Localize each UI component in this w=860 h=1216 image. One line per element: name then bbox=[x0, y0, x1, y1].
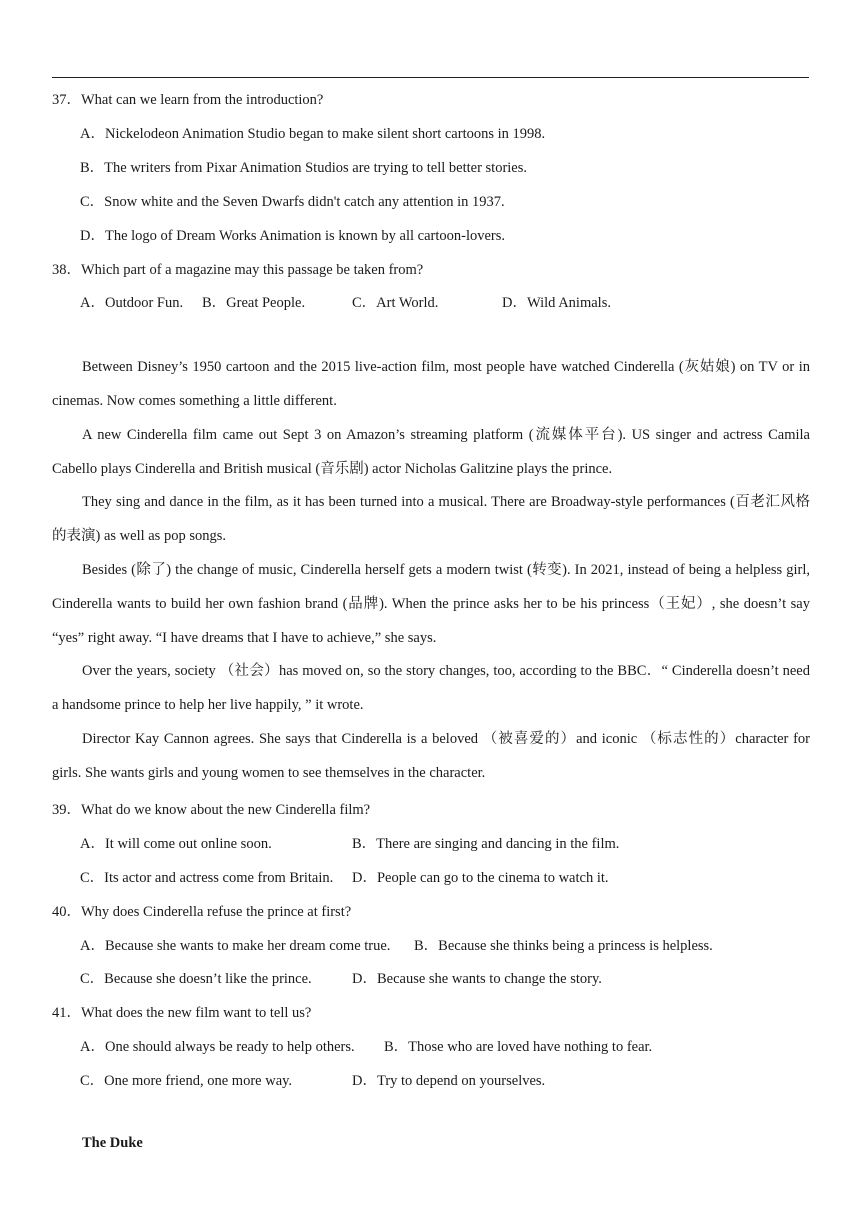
q39-option-c: C．Its actor and actress come from Britain. bbox=[80, 870, 334, 886]
q38-option-b: B．Great People. bbox=[202, 295, 306, 311]
question-39: 39．What do we know about the new Cinderella film? bbox=[52, 802, 371, 818]
passage-paragraph: Besides (除了) the change of music, Cinderella herself gets a modern twist (转变). In 2021, instead of being a helpless girl, Cinderella wants to build her own fashion brand (品牌). When the prince asks her to be his princess（王妃）, she doesn’t say “yes” right away. “I have dreams that I have to achieve,” she says. bbox=[52, 562, 810, 646]
q41-option-d: D．Try to depend on yourselves. bbox=[352, 1073, 546, 1089]
passage-paragraph: Between Disney’s 1950 cartoon and the 2015 live-action film, most people have watched Cinderella (灰姑娘) on TV or in cinemas. Now comes something a little different. bbox=[52, 359, 810, 409]
q37-option-c: C．Snow white and the Seven Dwarfs didn't catch any attention in 1937. bbox=[80, 194, 505, 210]
q38-option-c: C．Art World. bbox=[352, 295, 439, 311]
passage-paragraph: A new Cinderella film came out Sept 3 on Amazon’s streaming platform (流媒体平台). US singer and actress Camila Cabello plays Cinderella and British musical (音乐剧) actor Nicholas Galitzine plays the prince. bbox=[52, 427, 810, 477]
question-41: 41．What does the new film want to tell us? bbox=[52, 1005, 312, 1021]
passage-paragraph: Director Kay Cannon agrees. She says that Cinderella is a beloved （被喜爱的）and iconic （标志性的）character for girls. She wants girls and young women to see themselves in the character. bbox=[52, 731, 810, 781]
q40-option-a: A．Because she wants to make her dream come true. bbox=[80, 938, 391, 954]
header-rule bbox=[52, 77, 809, 78]
q41-option-a: A．One should always be ready to help others. bbox=[80, 1039, 355, 1055]
q39-option-b: B．There are singing and dancing in the film. bbox=[352, 836, 620, 852]
q41-option-b: B．Those who are loved have nothing to fear. bbox=[384, 1039, 653, 1055]
section-title: The Duke bbox=[82, 1135, 143, 1151]
question-40: 40．Why does Cinderella refuse the prince at first? bbox=[52, 904, 352, 920]
question-38: 38．Which part of a magazine may this passage be taken from? bbox=[52, 262, 424, 278]
q40-option-d: D．Because she wants to change the story. bbox=[352, 971, 602, 987]
q37-option-d: D．The logo of Dream Works Animation is known by all cartoon-lovers. bbox=[80, 228, 506, 244]
q41-option-c: C．One more friend, one more way. bbox=[80, 1073, 293, 1089]
passage-paragraph: Over the years, society （社会）has moved on, so the story changes, too, according to the BBC．“ Cinderella doesn’t need a handsome prince to help her live happily, ” it wrote. bbox=[52, 663, 810, 713]
q40-option-b: B．Because she thinks being a princess is helpless. bbox=[414, 938, 713, 954]
q38-option-a: A．Outdoor Fun. bbox=[80, 295, 184, 311]
q39-option-d: D．People can go to the cinema to watch it. bbox=[352, 870, 609, 886]
q40-option-c: C．Because she doesn’t like the prince. bbox=[80, 971, 312, 987]
q39-option-a: A．It will come out online soon. bbox=[80, 836, 272, 852]
passage-paragraph: They sing and dance in the film, as it has been turned into a musical. There are Broadway-style performances (百老汇风格的表演) as well as pop songs. bbox=[52, 494, 810, 544]
q37-option-b: B．The writers from Pixar Animation Studios are trying to tell better stories. bbox=[80, 160, 528, 176]
q38-option-d: D．Wild Animals. bbox=[502, 295, 611, 311]
question-37: 37．What can we learn from the introduction? bbox=[52, 92, 324, 108]
q37-option-a: A．Nickelodeon Animation Studio began to make silent short cartoons in 1998. bbox=[80, 126, 546, 142]
